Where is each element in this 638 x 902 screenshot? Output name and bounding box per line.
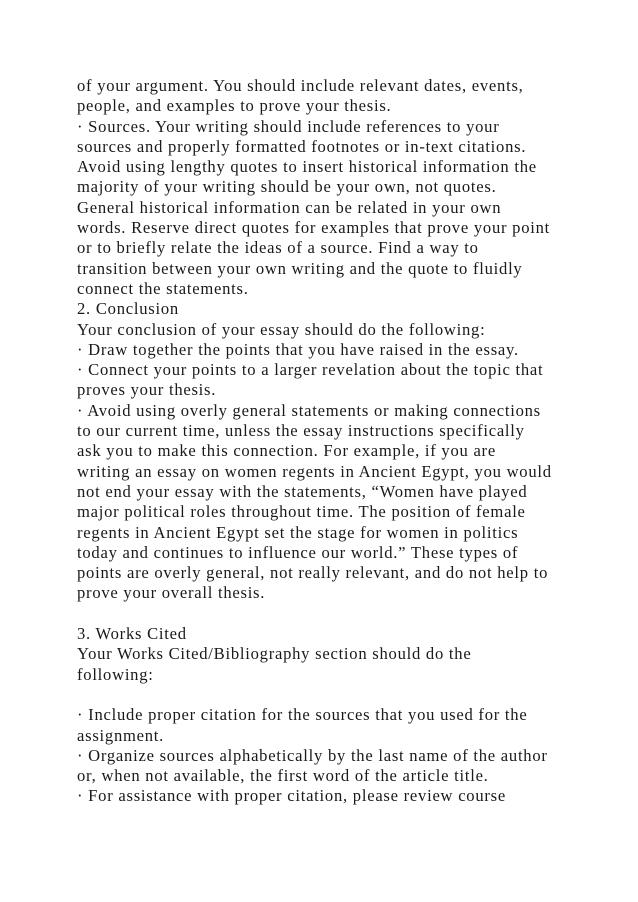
text-line: to our current time, unless the essay instructions specifically — [77, 421, 525, 441]
text-line: following: — [77, 664, 154, 684]
bullet-line: · Include proper citation for the sources that you used for the — [77, 705, 528, 725]
bullet-line: · For assistance with proper citation, please review course — [77, 786, 507, 806]
text-line: points are overly general, not really relevant, and do not help to — [77, 563, 549, 583]
bullet-line: · Avoid using overly general statements or making connections — [77, 400, 541, 420]
text-line: today and continues to influence our world.” These types of — [77, 542, 519, 562]
text-line: Your conclusion of your essay should do the following: — [77, 319, 486, 339]
text-line: General historical information can be related in your own — [77, 197, 502, 217]
text-line: proves your thesis. — [77, 380, 217, 400]
document-body — [77, 76, 622, 807]
section-heading-works-cited: 3. Works Cited — [77, 624, 187, 644]
text-line: not end your essay with the statements, “Women have played — [77, 481, 528, 501]
bullet-line: · Connect your points to a larger revelation about the topic that — [77, 360, 544, 380]
text-line: major political roles throughout time. The position of female — [77, 502, 526, 522]
text-line: assignment. — [77, 725, 165, 745]
text-line: ask you to make this connection. For example, if you are — [77, 441, 496, 461]
blank-line — [77, 685, 622, 705]
text-line: Avoid using lengthy quotes to insert historical information the — [77, 157, 537, 177]
text-line: regents in Ancient Egypt set the stage for women in politics — [77, 522, 519, 542]
bullet-line: · Organize sources alphabetically by the last name of the author — [77, 745, 548, 765]
text-line: Your Works Cited/Bibliography section should do the — [77, 644, 472, 664]
text-line: sources and properly formatted footnotes or in-text citations. — [77, 136, 527, 156]
text-line: writing an essay on women regents in Ancient Egypt, you would — [77, 461, 552, 481]
text-line: prove your overall thesis. — [77, 583, 266, 603]
text-line: people, and examples to prove your thesis. — [77, 96, 392, 116]
text-line: of your argument. You should include relevant dates, events, — [77, 76, 524, 95]
bullet-line: · Draw together the points that you have raised in the essay. — [77, 339, 519, 359]
text-line: words. Reserve direct quotes for examples that prove your point — [77, 218, 551, 238]
text-line: · Sources. Your writing should include references to your — [77, 116, 500, 136]
text-line: or, when not available, the first word of the article title. — [77, 766, 489, 786]
text-line: majority of your writing should be your own, not quotes. — [77, 177, 497, 197]
text-line: transition between your own writing and the quote to fluidly — [77, 258, 523, 278]
text-line: or to briefly relate the ideas of a source. Find a way to — [77, 238, 479, 258]
section-heading-conclusion: 2. Conclusion — [77, 299, 179, 319]
text-line: connect the statements. — [77, 278, 249, 298]
blank-line — [77, 604, 622, 624]
